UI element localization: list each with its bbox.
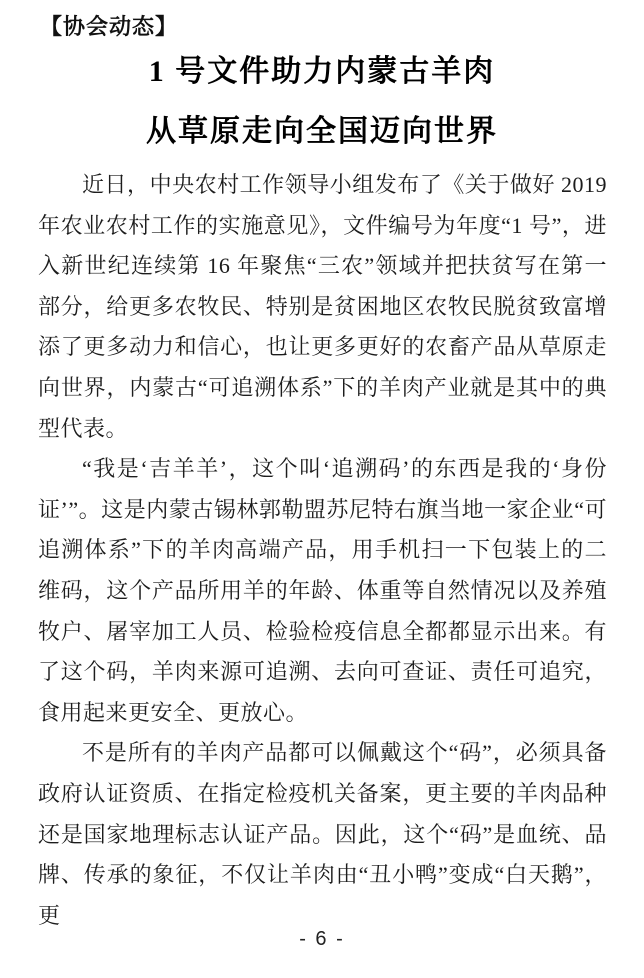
article-paragraph: “我是‘吉羊羊’，这个叫‘追溯码’的东西是我的‘身份证’”。这是内蒙古锡林郭勒盟苏尼特右旗当地一家企业“可追溯体系”下的羊肉高端产品，用手机扫一下包装上的二维码，这个产品所用羊的年龄、体重等自然情况以及养殖牧户、屠宰加工人员、检验检疫信息全都都显示出来。有了这个码，羊肉来源可追溯、去向可查证、责任可追究，食用起来更安全、更放心。 bbox=[38, 456, 607, 725]
article-body bbox=[38, 165, 607, 936]
article-title bbox=[38, 42, 606, 162]
section-tag: 【协会动态】 bbox=[40, 14, 179, 39]
page-number: - 6 - bbox=[299, 928, 345, 950]
article-title-line-1: 1 号文件助力内蒙古羊肉 bbox=[148, 55, 496, 88]
article-paragraph: 不是所有的羊肉产品都可以佩戴这个“码”，必须具备政府认证资质、在指定检疫机关备案，更主要的羊肉品种还是国家地理标志认证产品。因此，这个“码”是血统、品牌、传承的象征，不仅让羊肉由“丑小鸭”变成“白天鹅”，更 bbox=[38, 740, 607, 928]
article-paragraph: 近日，中央农村工作领导小组发布了《关于做好 2019 年农业农村工作的实施意见》，文件编号为年度“1 号”，进入新世纪连续第 16 年聚焦“三农”领域并把扶贫写在第一部分，给更多农牧民、特别是贫困地区农牧民脱贫致富增添了更多动力和信心，也让更多更好的农畜产品从草原走向世界，内蒙古“可追溯体系”下的羊肉产业就是其中的典型代表。 bbox=[38, 172, 607, 441]
article-title-line-2: 从草原走向全国迈向世界 bbox=[146, 115, 498, 148]
